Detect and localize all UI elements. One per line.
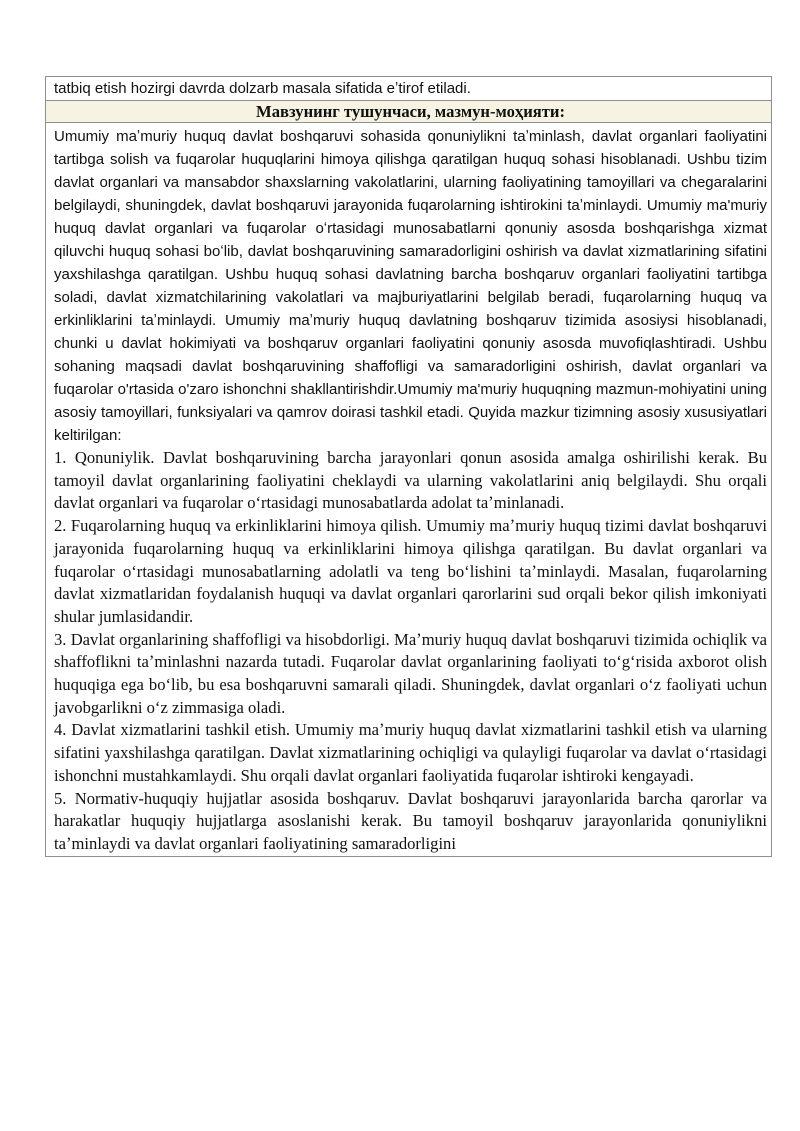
top-line-cell: tatbiq etish hozirgi davrda dolzarb masala sifatida eʼtirof etiladi.	[46, 77, 772, 101]
intro-paragraph: Umumiy maʼmuriy huquq davlat boshqaruvi sohasida qonuniylikni taʼminlash, davlat organlari faoliyatini tartibga solish va fuqarolar huquqlarini himoya qilishga qaratilgan huquq sohasi hisoblanadi. Ushbu tizim davlat organlari va mansabdor shaxslarning vakolatlarini, ularning faoliyatining tamoyillari va chegaralarini belgilaydi, shuningdek, davlat boshqaruvi jarayonida fuqarolarning ishtirokini taʼminlaydi. Umumiy ma'muriy huquq davlat organlari va fuqarolar oʻrtasidagi munosabatlarni qonuniy asosda boshqarishga xizmat qiluvchi huquq sohasi boʻlib, davlat boshqaruvining samaradorligini oshirish va davlat xizmatlarining sifatini yaxshilashga qaratilgan. Ushbu huquq sohasi davlatning barcha boshqaruv organlari faoliyatini tartibga soladi, davlat xizmatchilarining vakolatlari va majburiyatlarini belgilab beradi, fuqarolarning huquq va erkinliklarini taʼminlaydi. Umumiy maʼmuriy huquq davlatning boshqaruv tizimida asosiysi hisoblanadi, chunki u davlat hokimiyati va boshqaruv organlari faoliyatini qonuniy asosda muvofiqlashtiradi. Ushbu sohaning maqsadi davlat boshqaruvining shaffofligi va samaradorligini oshirish, davlat organlari va fuqarolar o'rtasida o'zaro ishonchni shakllantirishdir.Umumiy ma'muriy huquqning mazmun-mohiyatini uning asosiy tamoyillari, funksiyalari va qamrov doirasi tashkil etadi. Quyida mazkur tizimning asosiy xususiyatlari keltirilgan:	[54, 128, 767, 444]
list-item: 3. Davlat organlarining shaffofligi va hisobdorligi. Maʼmuriy huquq davlat boshqaruvi tizimida ochiqlik va shaffoflikni taʼminlashni nazarda tutadi. Fuqarolar davlat organlarining faoliyati toʻgʻrisida axborot olish huquqiga ega boʻlib, bu esa boshqaruvni samarali qiladi. Shuningdek, davlat organlari oʻz faoliyati uchun javobgarlikni oʻz zimmasiga oladi.	[54, 629, 767, 717]
table-row-top	[46, 77, 772, 101]
body-cell	[46, 123, 772, 857]
table-row-heading	[46, 101, 772, 123]
list-item: 4. Davlat xizmatlarini tashkil etish. Umumiy maʼmuriy huquq davlat xizmatlarini tashkil etish va ularning sifatini yaxshilashga qaratilgan. Davlat xizmatlarining ochiqligi va qulayligi fuqarolar va davlat oʻrtasidagi ishonchni mustahkamlaydi. Shu orqali davlat organlari faoliyatida fuqarolar ishtiroki kengayadi.	[54, 720, 767, 785]
list-item: 2. Fuqarolarning huquq va erkinliklarini himoya qilish. Umumiy maʼmuriy huquq tizimi davlat boshqaruvi jarayonida fuqarolarning huquq va erkinliklarini himoya qilishga qaratilgan. Bu davlat organlari va fuqarolar oʻrtasidagi munosabatlarning adolatli va teng boʻlishini taʼminlaydi. Masalan, fuqarolarning davlat xizmatlaridan foydalanish huquqi va davlat organlari qarorlarini sud orqali bekor qilish imkoniyati shular jumlasidandir.	[54, 516, 767, 626]
table-row-body	[46, 123, 772, 857]
content-table	[45, 76, 772, 857]
document-page	[45, 76, 772, 857]
section-heading: Мавзунинг тушунчаси, мазмун-моҳияти:	[46, 101, 772, 123]
list-item: 5. Normativ-huquqiy hujjatlar asosida boshqaruv. Davlat boshqaruvi jarayonlarida barcha qarorlar va harakatlar huquqiy hujjatlarga asoslanishi kerak. Bu tamoyil boshqaruv jarayonlarida qonuniylikni taʼminlaydi va davlat organlari faoliyatining samaradorligini	[54, 788, 767, 853]
list-item: 1. Qonuniylik. Davlat boshqaruvining barcha jarayonlari qonun asosida amalga oshirilishi kerak. Bu tamoyil davlat organlarining faoliyatini cheklaydi va ularning vakolatlarini aniq belgilaydi. Shu orqali davlat organlari va fuqarolar oʻrtasidagi munosabatlarda adolat taʼminlanadi.	[54, 448, 767, 513]
